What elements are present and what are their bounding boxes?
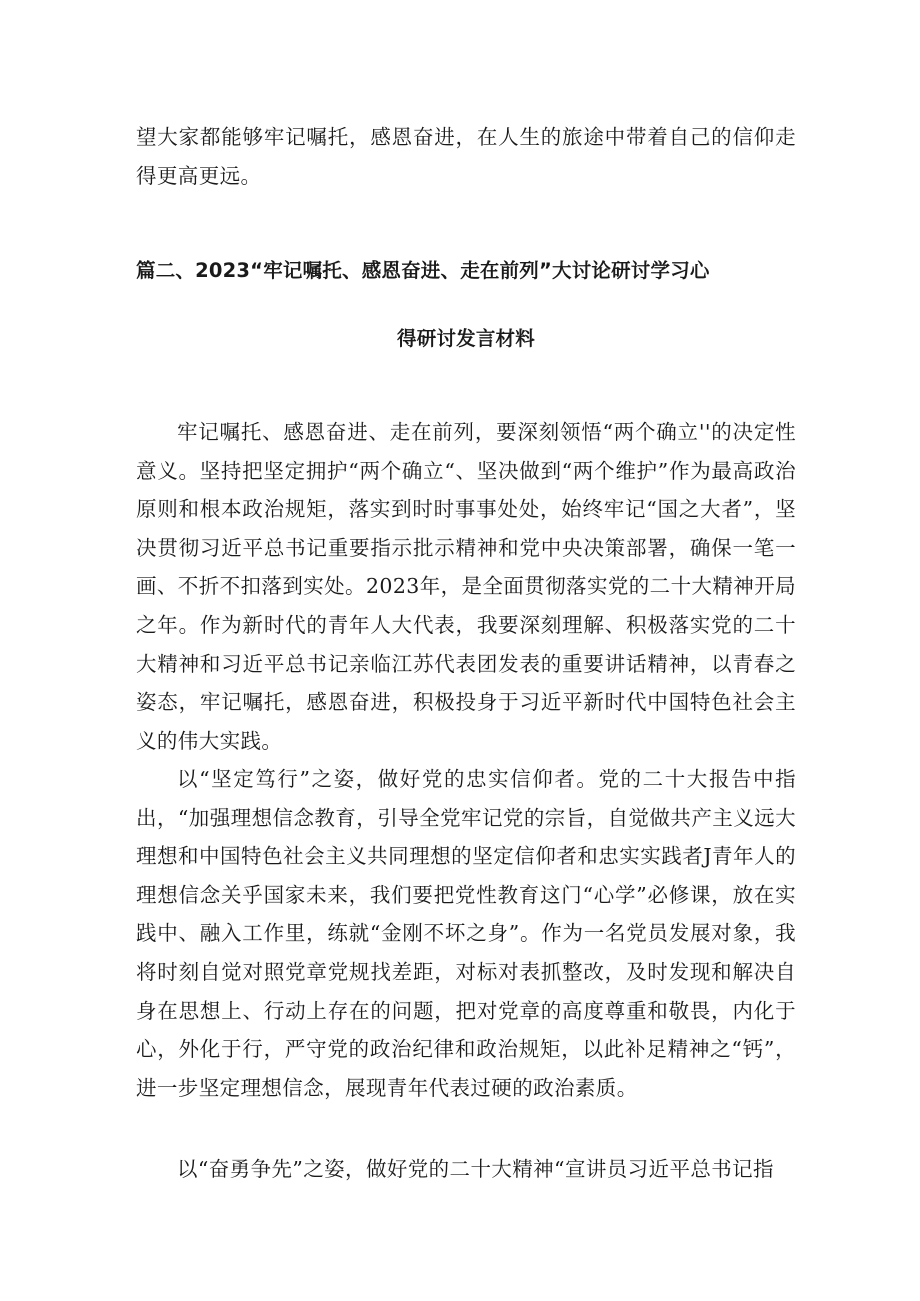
continued-paragraph: 望大家都能够牢记嘱托，感恩奋进，在人生的旅途中带着自己的信仰走得更高更远。 bbox=[136, 125, 796, 188]
section-heading bbox=[136, 256, 796, 354]
body-paragraph-3: 以“奋勇争先”之姿，做好党的二十大精神“宣讲员习近平总书记指 bbox=[177, 1157, 774, 1181]
body-paragraph-1: 牢记嘱托、感恩奋进、走在前列，要深刻领悟“两个确立''的决定性意义。坚持把坚定拥护“两个确立“、坚决做到“两个维护”作为最高政治原则和根本政治规矩，落实到时时事事处处，始终牢记“国之大者”，坚决贯彻习近平总书记重要指示批示精神和党中央决策部署，确保一笔一画、不折不扣落到实处。2023年，是全面贯彻落实党的二十大精神开局之年。作为新时代的青年人大代表，我要深刻理解、积极落实党的二十大精神和习近平总书记亲临江苏代表团发表的重要讲话精神，以青春之姿态，牢记嘱托，感恩奋进，积极投身于习近平新时代中国特色社会主义的伟大实践。 bbox=[136, 420, 796, 753]
body-paragraph-2: 以“坚定笃行”之姿，做好党的忠实信仰者。党的二十大报告中指出，“加强理想信念教育，引导全党牢记党的宗旨，自觉做共产主义远大理想和中国特色社会主义共同理想的坚定信仰者和忠实实践者J青年人的理想信念关乎国家未来，我们要把党性教育这门“心学”必修课，放在实践中、融入工作里，练就“金刚不坏之身”。作为一名党员发展对象，我将时刻自觉对照党章党规找差距，对标对表抓整改，及时发现和解决自身在思想上、行动上存在的问题，把对党章的高度尊重和敬畏，内化于心，外化于行，严守党的政治纪律和政治规矩，以此补足精神之“钙”，进一步坚定理想信念，展现青年代表过硬的政治素质。 bbox=[136, 767, 796, 1100]
section-heading-line2: 得研讨发言材料 bbox=[397, 327, 535, 350]
section-heading-line1: 篇二、2023“牢记嘱托、感恩奋进、走在前列”大讨论研讨学习心 bbox=[136, 259, 710, 282]
